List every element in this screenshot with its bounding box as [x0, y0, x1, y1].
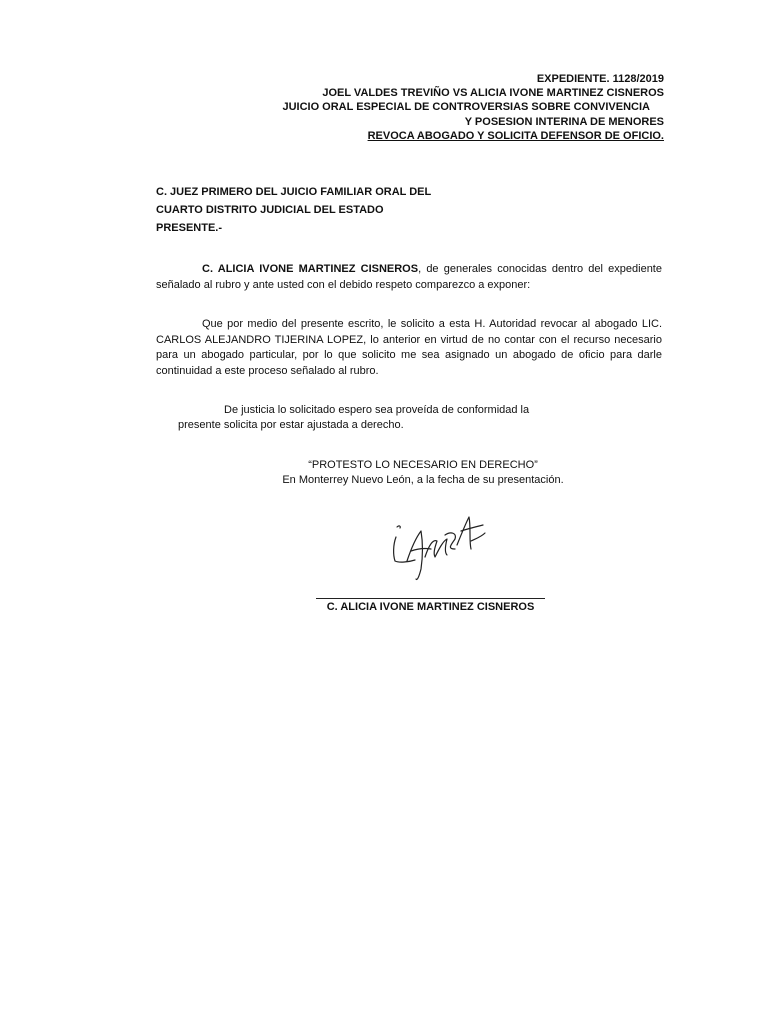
- signature-line: [316, 598, 545, 599]
- request-paragraph: [156, 317, 662, 379]
- addressee-line-2: CUARTO DISTRITO JUDICIAL DEL ESTADO: [156, 204, 384, 216]
- intro-text: , de generales conocidas dentro del expediente señalado al rubro y ante usted con el debido respeto comparezco a exponer:: [156, 263, 662, 291]
- closing-request-line-2: presente solicita por estar ajustada a derecho.: [178, 419, 404, 431]
- signer-name: C. ALICIA IVONE MARTINEZ CISNEROS: [326, 601, 535, 613]
- intro-paragraph: [156, 262, 662, 293]
- closing-request-line-1: De justicia lo solicitado espero sea proveída de conformidad la: [224, 404, 530, 416]
- document-subject: REVOCA ABOGADO Y SOLICITA DEFENSOR DE OFICIO.: [367, 130, 664, 142]
- request-text: Que por medio del presente escrito, le solicito a esta H. Autoridad revocar al abogado LIC. CARLOS ALEJANDRO TIJERINA LOPEZ, lo anterior en virtud de no contar con el recurso necesario para un abogado particular, por lo que solicito me sea asignado un abogado de oficio para darle continuidad a este proceso señalado al rubro.: [156, 318, 662, 377]
- protest-line: “PROTESTO LO NECESARIO EN DERECHO”: [308, 459, 538, 471]
- case-number: EXPEDIENTE. 1128/2019: [536, 73, 664, 85]
- case-type: JUICIO ORAL ESPECIAL DE CONTROVERSIAS SOBRE CONVIVENCIA: [282, 101, 650, 113]
- addressee-line-1: C. JUEZ PRIMERO DEL JUICIO FAMILIAR ORAL DEL: [156, 186, 432, 198]
- case-type-continued: Y POSESION INTERINA DE MENORES: [464, 116, 664, 128]
- place-date-line: En Monterrey Nuevo León, a la fecha de su presentación.: [282, 474, 564, 486]
- handwritten-signature: [385, 505, 495, 585]
- case-parties: JOEL VALDES TREVIÑO VS ALICIA IVONE MARTINEZ CISNEROS: [322, 87, 664, 99]
- petitioner-name: C. ALICIA IVONE MARTINEZ CISNEROS: [202, 263, 419, 275]
- addressee-line-3: PRESENTE.-: [156, 222, 223, 234]
